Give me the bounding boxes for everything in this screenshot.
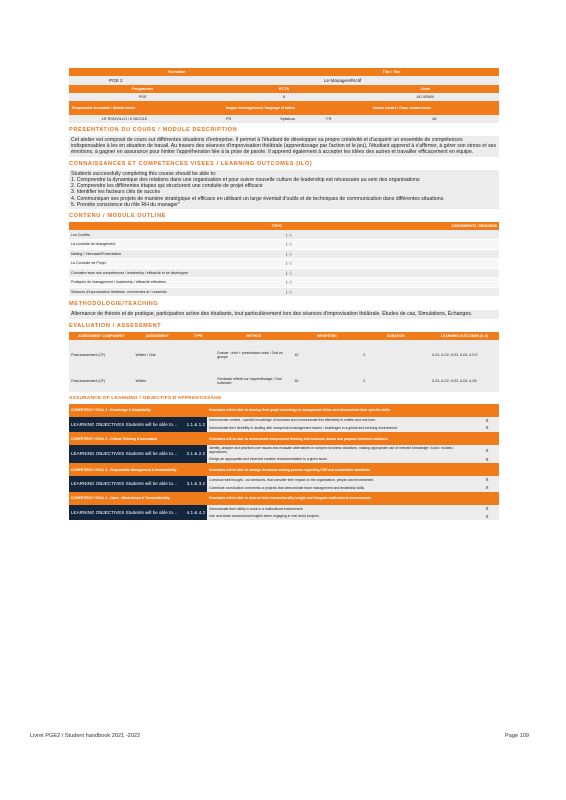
competences-line: 5. Prendre conscience du rôle RH du manager" bbox=[71, 201, 180, 208]
eval-weighting: 60 bbox=[293, 370, 362, 392]
outline-topic: Connaitre sesn ses compétences / leadership / efficacité et se développer bbox=[69, 268, 284, 278]
responsable-value: LE ROUVILLO / II NICOLE bbox=[102, 116, 148, 121]
eval-assessment: Written bbox=[134, 370, 181, 392]
evaluation-table bbox=[69, 332, 499, 392]
footer-handbook: Livret PGE2 / Student handbook 2021 -2022 bbox=[30, 733, 141, 739]
eval-weighting: 40 bbox=[293, 340, 362, 370]
objective-refs: 4.1 & 4.2 bbox=[186, 509, 205, 515]
eval-method: Dossier : écrit + présentation orale / Oral en groupe bbox=[215, 340, 292, 370]
programme-value-row bbox=[69, 93, 499, 101]
objective-mark: X bbox=[475, 417, 499, 425]
objective-row bbox=[69, 445, 499, 456]
outline-topic: La conduite du changement bbox=[69, 240, 284, 250]
outline-ref: (...) bbox=[284, 230, 499, 240]
outline-topic: Séances d'improvisation théâtrale, commentez-le / ressentis bbox=[69, 287, 284, 297]
objective-text: LEARNING OBJECTIVES Students will be able to… bbox=[71, 509, 178, 515]
goal-desc: Graduates will be able to manage decisions making process regarding CSR and sustainable standards. bbox=[207, 463, 499, 476]
outline-ref: (...) bbox=[284, 287, 499, 297]
objective-item: Identify, analyze and prioritize core issues and evaluate alternatives in complex business situations, making appropriate use of relevant knowledge / tools / models / approaches. bbox=[207, 445, 475, 456]
objective-mark: X bbox=[475, 476, 499, 484]
goal-row bbox=[69, 463, 499, 476]
eval-col-duration: DURATION bbox=[361, 332, 430, 340]
objective-label bbox=[69, 505, 207, 520]
eval-col-type: TYPE bbox=[181, 332, 215, 340]
objective-text: LEARNING OBJECTIVES Students will be able to… bbox=[71, 481, 178, 487]
objective-text: LEARNING OBJECTIVES Students will be able to… bbox=[71, 421, 178, 427]
goal-row bbox=[69, 492, 499, 505]
eval-component: Final assessment (CF) bbox=[69, 340, 134, 370]
table-row bbox=[69, 240, 499, 250]
syllabus-value: FR bbox=[326, 116, 332, 121]
formation-label: Formation bbox=[167, 69, 186, 74]
objective-mark: X bbox=[475, 445, 499, 456]
volume-label: Volume horaire / Class contact hours bbox=[372, 105, 431, 110]
goal-name: COMPETENCY GOAL 2 - Critical Thinking & Innovation bbox=[69, 432, 207, 445]
outline-topic: Pratiques de management / leadership / efficacité effectives bbox=[69, 278, 284, 288]
objective-refs: 3.1 & 3.2 bbox=[186, 481, 205, 487]
goal-desc: Graduates will be able to demonstrate independent thinking into business issues and propose informed solutions. bbox=[207, 432, 499, 445]
eval-duration: 0 bbox=[361, 370, 430, 392]
competences-line: Students successfully completing this course should be able to: bbox=[71, 170, 217, 177]
aol-table bbox=[69, 404, 499, 521]
table-row bbox=[69, 249, 499, 259]
presentation-title: PRÉSENTATION DU COURS / MODULE DESCRIPTION bbox=[69, 127, 238, 133]
eval-col-ilo: LEARNING OUTCOMES (ILO) bbox=[430, 332, 499, 340]
objective-refs: 2.1 & 2.2 bbox=[186, 451, 205, 457]
outline-topic: Mailing / ViennaslePresentation bbox=[69, 249, 284, 259]
programme-value: PGE bbox=[138, 94, 147, 99]
eval-type bbox=[181, 370, 215, 392]
programme-header-row bbox=[69, 85, 499, 93]
table-row bbox=[69, 230, 499, 240]
outline-col-topic: TOPIC bbox=[69, 222, 284, 230]
course-sheet bbox=[69, 68, 499, 520]
ects-label: ECTS bbox=[278, 86, 290, 91]
objective-item: Use and share transcultural insights when engaging in real world projects. bbox=[207, 513, 475, 521]
eval-col-component: ASSESSMENT COMPONENT bbox=[69, 332, 134, 340]
objective-item: Demonstrate their ability to work in a multicultural environment. bbox=[207, 505, 475, 513]
outline-table bbox=[69, 222, 499, 297]
eval-col-assessment: ASSESSMENT bbox=[134, 332, 181, 340]
eval-type bbox=[181, 340, 215, 370]
objective-mark: X bbox=[475, 424, 499, 432]
aol-title: ASSURANCE OF LEARNING / OBJECTIFS D'APPRENTISSAGE bbox=[69, 395, 222, 401]
objective-label bbox=[69, 476, 207, 491]
objective-item: Design an appropriate and informed creative recommendation to a given issue. bbox=[207, 456, 475, 464]
goal-name: COMPETENCY GOAL 3 - Responsible Management & Sustainability bbox=[69, 463, 207, 476]
eval-component: Final assessment (CF) bbox=[69, 370, 134, 392]
objective-label bbox=[69, 417, 207, 432]
outline-ref: (...) bbox=[284, 240, 499, 250]
outline-topic: La Conduite de Projet bbox=[69, 259, 284, 269]
responsable-header-row bbox=[69, 101, 499, 115]
objective-row bbox=[69, 417, 499, 425]
langue-value: FR bbox=[226, 116, 232, 121]
objective-mark: X bbox=[475, 513, 499, 521]
table-row bbox=[69, 287, 499, 297]
eval-duration: 0 bbox=[361, 340, 430, 370]
objective-refs: 1.1 & 1.2 bbox=[186, 421, 205, 427]
formation-value: PGE 2 bbox=[109, 77, 123, 83]
evaluation-title: EVALUATION / ASSESSMENT bbox=[69, 322, 162, 329]
responsable-value-row bbox=[69, 115, 499, 123]
objective-row bbox=[69, 505, 499, 513]
outline-ref: (...) bbox=[284, 268, 499, 278]
objective-item: Demonstrate context - specific knowledge of business and communicate this effectively in written and oral form. bbox=[207, 417, 475, 425]
competences-line: 4. Communiquer ses projets de manière stratégique et efficace en utilisant un large éventail d'outils et de techniques de communication dans différentes situations. bbox=[71, 195, 445, 202]
syllabus-label: Syllabus: bbox=[280, 116, 296, 121]
competences-title: CONNAISSANCES ET COMPETENCES VISEES / LEARNING OUTCOMES (ILO) bbox=[69, 160, 313, 167]
table-row bbox=[69, 268, 499, 278]
programme-label: Programme bbox=[132, 86, 154, 91]
eval-col-method: METHOD bbox=[215, 332, 292, 340]
title-label: Title / Title bbox=[382, 69, 401, 74]
eval-col-weighting: WEIGHTING bbox=[293, 332, 362, 340]
table-row bbox=[69, 278, 499, 288]
goal-name: COMPETENCY GOAL 1 - Knowledge & Adaptability bbox=[69, 404, 207, 417]
table-row bbox=[69, 370, 499, 392]
ects-value: 6 bbox=[282, 94, 286, 99]
objective-mark: X bbox=[475, 484, 499, 492]
methodology-title: METHODOLOGIE/TEACHING bbox=[69, 301, 159, 308]
code-value: AD 0R600 bbox=[416, 94, 435, 99]
outline-topic: Les Conflits bbox=[69, 230, 284, 240]
eval-ilo: ILO1, ILO2, ILO3, ILO4, ILO5 bbox=[430, 370, 499, 392]
goal-desc: Graduates will be able to draw on their transculturality insight and integrate multicultural environments. bbox=[207, 492, 499, 505]
goal-row bbox=[69, 432, 499, 445]
competences-text-box bbox=[69, 170, 499, 209]
competences-line: 3. Identifier les facteurs clés de succès bbox=[71, 189, 161, 196]
objective-text: LEARNING OBJECTIVES Students will be able to… bbox=[71, 451, 178, 457]
competences-line: 1. Comprendre la dynamique des relations dans une organisation et pour suivre nouvelle culture de leadership est nécessaire au sein des organisations bbox=[71, 176, 420, 183]
outline-ref: (...) bbox=[284, 249, 499, 259]
goal-desc: Graduates will be able to develop their graph knowledge in management fields and demonstrate their specific skills. bbox=[207, 404, 499, 417]
page-number: Page 109 bbox=[505, 733, 529, 739]
methodology-text: Alternance de théorie et de pratique, participation active des étudiants, tout particulièrement lors des séances d'improvisation théâtrale. Études de cas, Simulations, Échanges. bbox=[71, 311, 473, 318]
langue-label: langue d'enseignement / language of tuition bbox=[226, 105, 295, 110]
formation-value-row bbox=[69, 76, 499, 85]
goal-name: COMPETENCY GOAL 4 - Open - Mindedness & Transculturality bbox=[69, 492, 207, 505]
formation-header-row bbox=[69, 68, 499, 76]
eval-method: Feedback réflexif sur l'apprentissage / Oral individuel bbox=[215, 370, 292, 392]
presentation-text-box bbox=[69, 136, 499, 157]
table-row bbox=[69, 259, 499, 269]
objective-mark: X bbox=[475, 456, 499, 464]
methodology-text-box bbox=[69, 310, 499, 318]
title-value: Le ManagerefKctif bbox=[324, 77, 362, 83]
outline-ref: (...) bbox=[284, 259, 499, 269]
eval-assessment: Written / Oral bbox=[134, 340, 181, 370]
code-label: Code bbox=[420, 86, 431, 91]
outline-col-assignments: ASSIGNMENTS / READINGS bbox=[284, 222, 499, 230]
objective-item: Contribute constructive comments or projects that demonstrate team management and leadership skills. bbox=[207, 484, 475, 492]
objective-mark: X bbox=[475, 505, 499, 513]
objective-item: Demonstrate their flexibility in dealing with unexpected management issues / challenges in a global and evolving environment. bbox=[207, 424, 475, 432]
eval-ilo: ILO1, ILO2, ILO3, ILO4, ILO 5 bbox=[430, 340, 499, 370]
outline-ref: (...) bbox=[284, 278, 499, 288]
objective-item: Construct well thought - out decisions, that consider their impact on the organization, people and environment. bbox=[207, 476, 475, 484]
objective-row bbox=[69, 476, 499, 484]
page-footer bbox=[30, 733, 529, 740]
objective-label bbox=[69, 445, 207, 463]
goal-row bbox=[69, 404, 499, 417]
responsable-label: Responsable du module / Module leader bbox=[72, 105, 136, 110]
volume-value: 46 bbox=[432, 116, 437, 121]
table-row bbox=[69, 340, 499, 370]
competences-line: 2. Comprendre les différentes étapes qui structurent une conduite de projet efficace bbox=[71, 183, 263, 190]
presentation-text: Cet atelier est composé de cours sur différentes situations d'entreprise. Il permet à l'étudiant de développer sa propre créativité et d'acquérir un ensemble de compétences indispensables à les en situation de travail. Au travers des séances d'improvisation théâtrale (apprentissage par l'action et le jeu), l'étudiant apprend à s'affirmer, à gérer son stress et ses émotions, à gagner en assurance pour limiter l'appréhension liée à la prise de parole. Il apprend également à accepter les idées des autres et travailler efficacement en équipe. bbox=[71, 136, 497, 156]
outline-title: CONTENU / MODULE OUTLINE bbox=[69, 213, 167, 220]
